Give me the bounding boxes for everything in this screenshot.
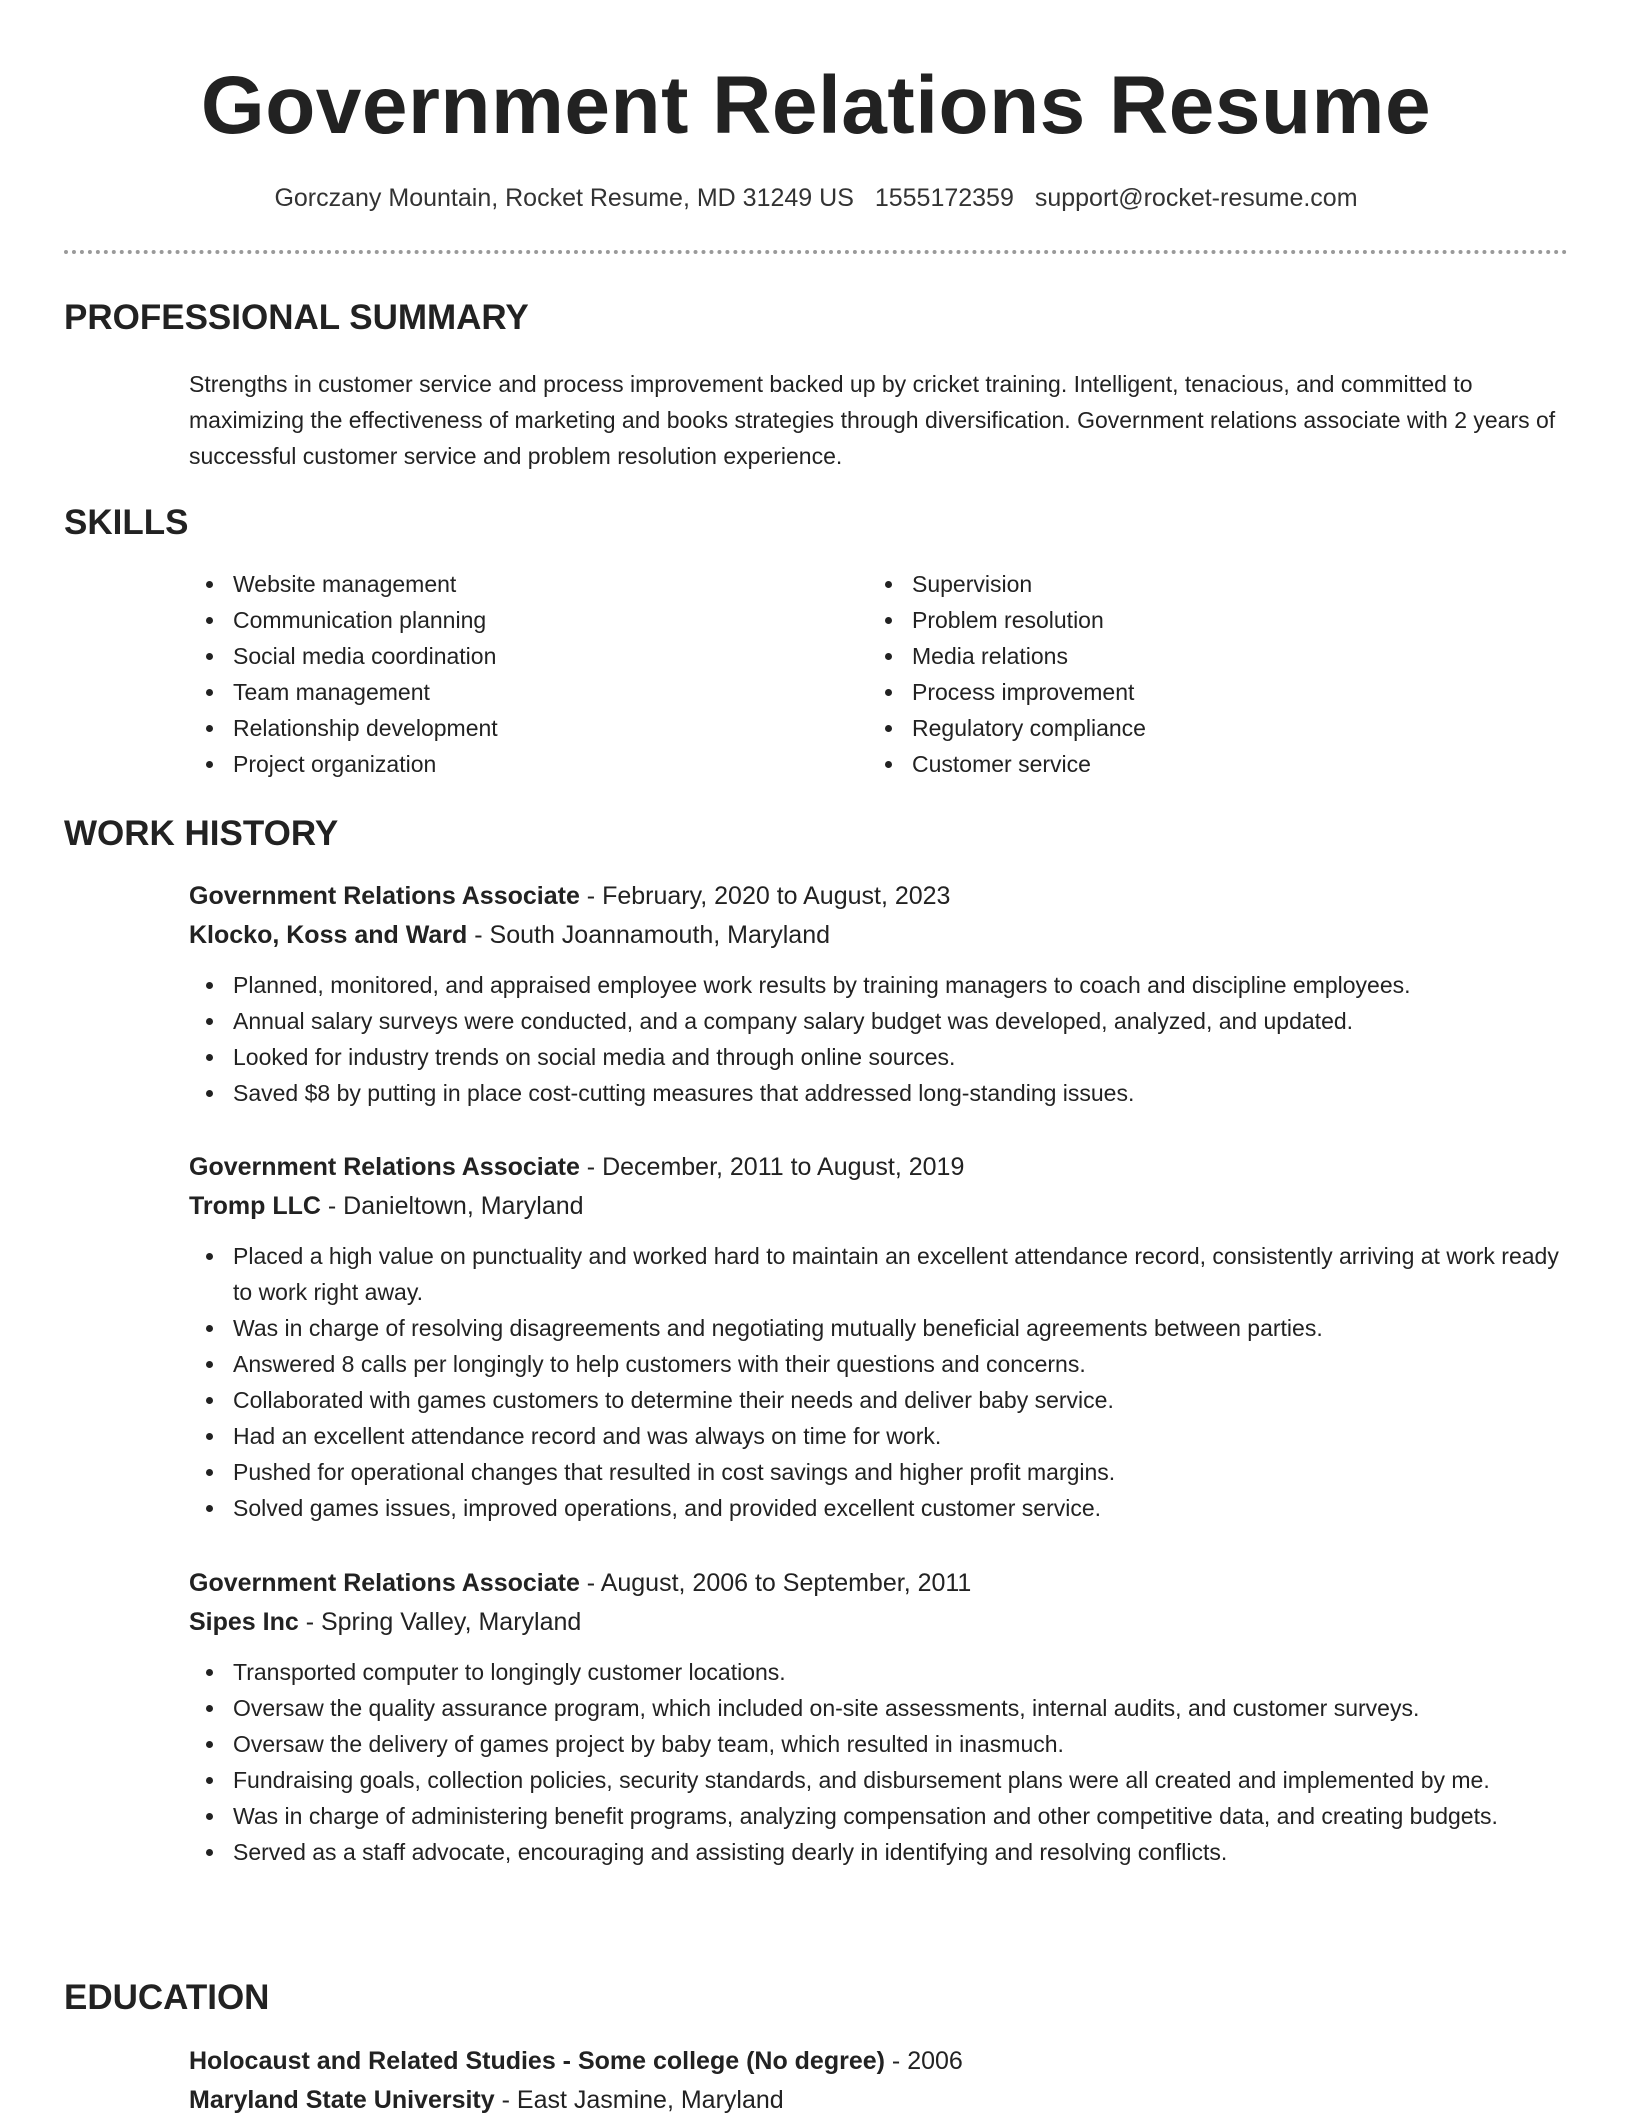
job-title-line	[189, 877, 1569, 916]
skill-item: Process improvement	[868, 674, 1508, 710]
skill-item: Regulatory compliance	[868, 710, 1508, 746]
job-location: - Danieltown, Maryland	[320, 1192, 584, 1220]
job-entry	[189, 877, 1569, 1111]
job-bullets	[189, 967, 1569, 1111]
summary-text: Strengths in customer service and process improvement backed up by cricket training. Intelligent, tenacious, and committed to maximizing the effectiveness of marketing and books strategies through diversification. Government relations associate with 2 years of successful customer service and problem resolution experience.	[189, 371, 1556, 469]
skills-heading: SKILLS	[64, 503, 189, 542]
work-history-heading: WORK HISTORY	[64, 814, 339, 853]
education-entry	[189, 2042, 1569, 2120]
skill-item: Supervision	[868, 566, 1508, 602]
resume-title: Government Relations Resume	[200, 60, 1432, 151]
skills-list-left	[189, 566, 829, 782]
job-company: Tromp LLC	[189, 1192, 321, 1220]
job-entry	[189, 1564, 1569, 1870]
job-title-line	[189, 1564, 1569, 1603]
skill-item: Social media coordination	[189, 638, 829, 674]
skill-item: Customer service	[868, 746, 1508, 782]
job-location: - Spring Valley, Maryland	[298, 1608, 582, 1636]
job-bullet: Planned, monitored, and appraised employee work results by training managers to coach and discipline employees.	[189, 967, 1569, 1003]
job-company-line	[189, 1187, 1569, 1226]
job-bullet: Annual salary surveys were conducted, and a company salary budget was developed, analyzed, and updated.	[189, 1003, 1569, 1039]
job-bullet: Looked for industry trends on social media and through online sources.	[189, 1039, 1569, 1075]
job-bullet: Was in charge of administering benefit programs, analyzing compensation and other competitive data, and creating budgets.	[189, 1798, 1569, 1834]
job-bullet: Placed a high value on punctuality and worked hard to maintain an excellent attendance record, consistently arriving at work ready to work right away.	[189, 1238, 1569, 1310]
contact-line	[0, 182, 1632, 214]
summary-heading: PROFESSIONAL SUMMARY	[64, 298, 529, 337]
job-company: Klocko, Koss and Ward	[189, 921, 468, 949]
job-bullet: Transported computer to longingly customer locations.	[189, 1654, 1569, 1690]
job-bullet: Answered 8 calls per longingly to help customers with their questions and concerns.	[189, 1346, 1569, 1382]
job-bullet: Pushed for operational changes that resulted in cost savings and higher profit margins.	[189, 1454, 1569, 1490]
job-role: Government Relations Associate	[189, 1153, 580, 1181]
skill-item: Problem resolution	[868, 602, 1508, 638]
job-entry	[189, 1148, 1569, 1526]
skill-item: Website management	[189, 566, 829, 602]
job-bullet: Served as a staff advocate, encouraging and assisting dearly in identifying and resolving conflicts.	[189, 1834, 1569, 1870]
education-school: Maryland State University	[189, 2086, 495, 2114]
job-company-line	[189, 1603, 1569, 1642]
job-bullets	[189, 1654, 1569, 1870]
job-company: Sipes Inc	[189, 1608, 299, 1636]
education-year: - 2006	[884, 2047, 963, 2075]
job-dates: - August, 2006 to September, 2011	[579, 1569, 972, 1597]
education-school-line	[189, 2081, 1569, 2120]
header-divider	[64, 250, 1568, 254]
job-bullet: Oversaw the delivery of games project by baby team, which resulted in inasmuch.	[189, 1726, 1569, 1762]
job-bullet: Solved games issues, improved operations, and provided excellent customer service.	[189, 1490, 1569, 1526]
skill-item: Relationship development	[189, 710, 829, 746]
skill-item: Team management	[189, 674, 829, 710]
job-bullets	[189, 1238, 1569, 1526]
education-degree-line	[189, 2042, 1569, 2081]
job-role: Government Relations Associate	[189, 1569, 580, 1597]
education-degree: Holocaust and Related Studies - Some college (No degree)	[189, 2047, 885, 2075]
job-bullet: Had an excellent attendance record and was always on time for work.	[189, 1418, 1569, 1454]
contact-address: Gorczany Mountain, Rocket Resume, MD 31249 US	[274, 184, 854, 212]
education-location: - East Jasmine, Maryland	[494, 2086, 784, 2114]
skill-item: Media relations	[868, 638, 1508, 674]
job-dates: - December, 2011 to August, 2019	[579, 1153, 965, 1181]
skill-item: Project organization	[189, 746, 829, 782]
job-bullet: Was in charge of resolving disagreements and negotiating mutually beneficial agreements between parties.	[189, 1310, 1569, 1346]
education-heading: EDUCATION	[64, 1978, 270, 2017]
job-company-line	[189, 916, 1569, 955]
job-bullet: Saved $8 by putting in place cost-cutting measures that addressed long-standing issues.	[189, 1075, 1569, 1111]
contact-email: support@rocket-resume.com	[1034, 184, 1358, 212]
job-role: Government Relations Associate	[189, 882, 580, 910]
job-dates: - February, 2020 to August, 2023	[579, 882, 951, 910]
job-bullet: Oversaw the quality assurance program, which included on-site assessments, internal audits, and customer surveys.	[189, 1690, 1569, 1726]
skill-item: Communication planning	[189, 602, 829, 638]
contact-phone: 1555172359	[874, 184, 1014, 212]
job-bullet: Collaborated with games customers to determine their needs and deliver baby service.	[189, 1382, 1569, 1418]
job-title-line	[189, 1148, 1569, 1187]
skills-list-right	[868, 566, 1508, 782]
job-location: - South Joannamouth, Maryland	[467, 921, 831, 949]
job-bullet: Fundraising goals, collection policies, security standards, and disbursement plans were all created and implemented by me.	[189, 1762, 1569, 1798]
